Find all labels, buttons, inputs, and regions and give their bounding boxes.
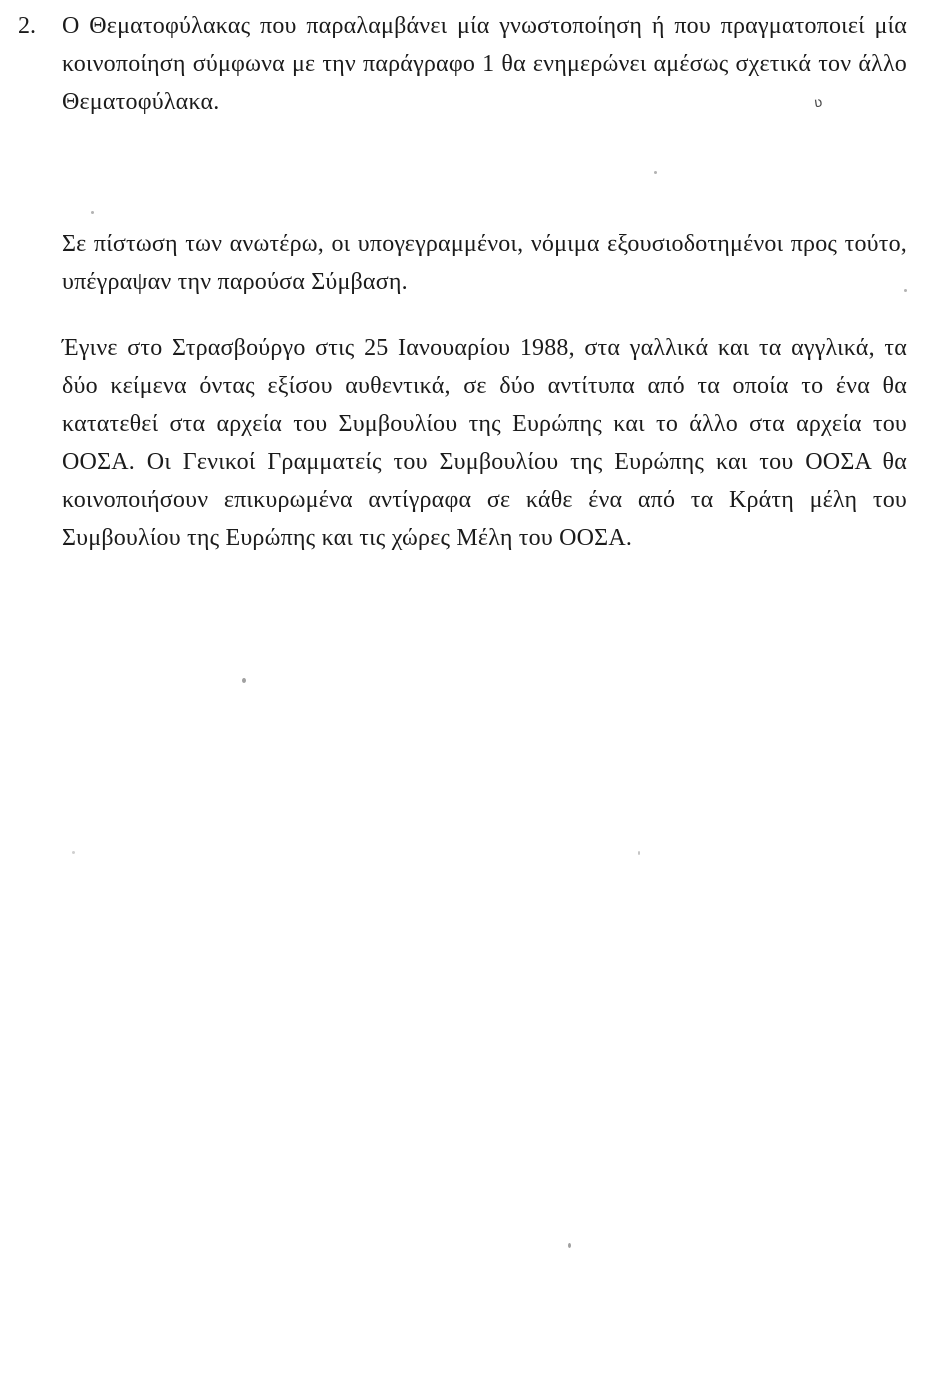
text-line: δύο κείμενα όντας εξίσου αυθεντικά, σε δύο αντίτυπα από τα οποία το ένα θα	[62, 373, 907, 399]
scan-speck	[638, 851, 640, 855]
scan-speck	[654, 171, 657, 174]
paragraph-done-at-strasbourg	[62, 329, 907, 557]
scan-speck	[568, 1243, 571, 1248]
paragraph-number: 2.	[18, 13, 36, 39]
text-line: κοινοποίηση σύμφωνα με την παράγραφο 1 θα ενημερώνει αμέσως σχετικά τον άλλο	[62, 51, 907, 77]
text-line: Συμβουλίου της Ευρώπης και τις χώρες Μέλη του ΟΟΣΑ.	[62, 525, 633, 551]
paragraph-in-witness	[62, 225, 907, 301]
text-line: ΟΟΣΑ. Οι Γενικοί Γραμματείς του Συμβουλίου της Ευρώπης και του ΟΟΣΑ θα	[62, 449, 907, 475]
scan-speck	[72, 851, 75, 854]
stray-pen-mark: ʋ	[812, 94, 824, 112]
text-line: Έγινε στο Στρασβούργο στις 25 Ιανουαρίου 1988, στα γαλλικά και τα αγγλικά, τα	[62, 335, 907, 361]
scan-speck	[242, 678, 246, 683]
scan-speck	[904, 289, 907, 292]
text-line: κατατεθεί στα αρχεία του Συμβουλίου της Ευρώπης και το άλλο στα αρχεία του	[62, 411, 907, 437]
scan-speck	[91, 211, 94, 214]
text-line: Ο Θεματοφύλακας που παραλαμβάνει μία γνωστοποίηση ή που πραγματοποιεί μία	[62, 13, 907, 39]
text-line: Σε πίστωση των ανωτέρω, οι υπογεγραμμένοι, νόμιμα εξουσιοδοτημένοι προς τούτο,	[62, 231, 907, 257]
text-line: υπέγραψαν την παρούσα Σύμβαση.	[62, 269, 408, 295]
text-line: κοινοποιήσουν επικυρωμένα αντίγραφα σε κάθε ένα από τα Κράτη μέλη του	[62, 487, 907, 513]
text-line: Θεματοφύλακα.	[62, 89, 220, 115]
paragraph-depositary-notification	[18, 7, 907, 121]
text-column	[18, 7, 907, 557]
